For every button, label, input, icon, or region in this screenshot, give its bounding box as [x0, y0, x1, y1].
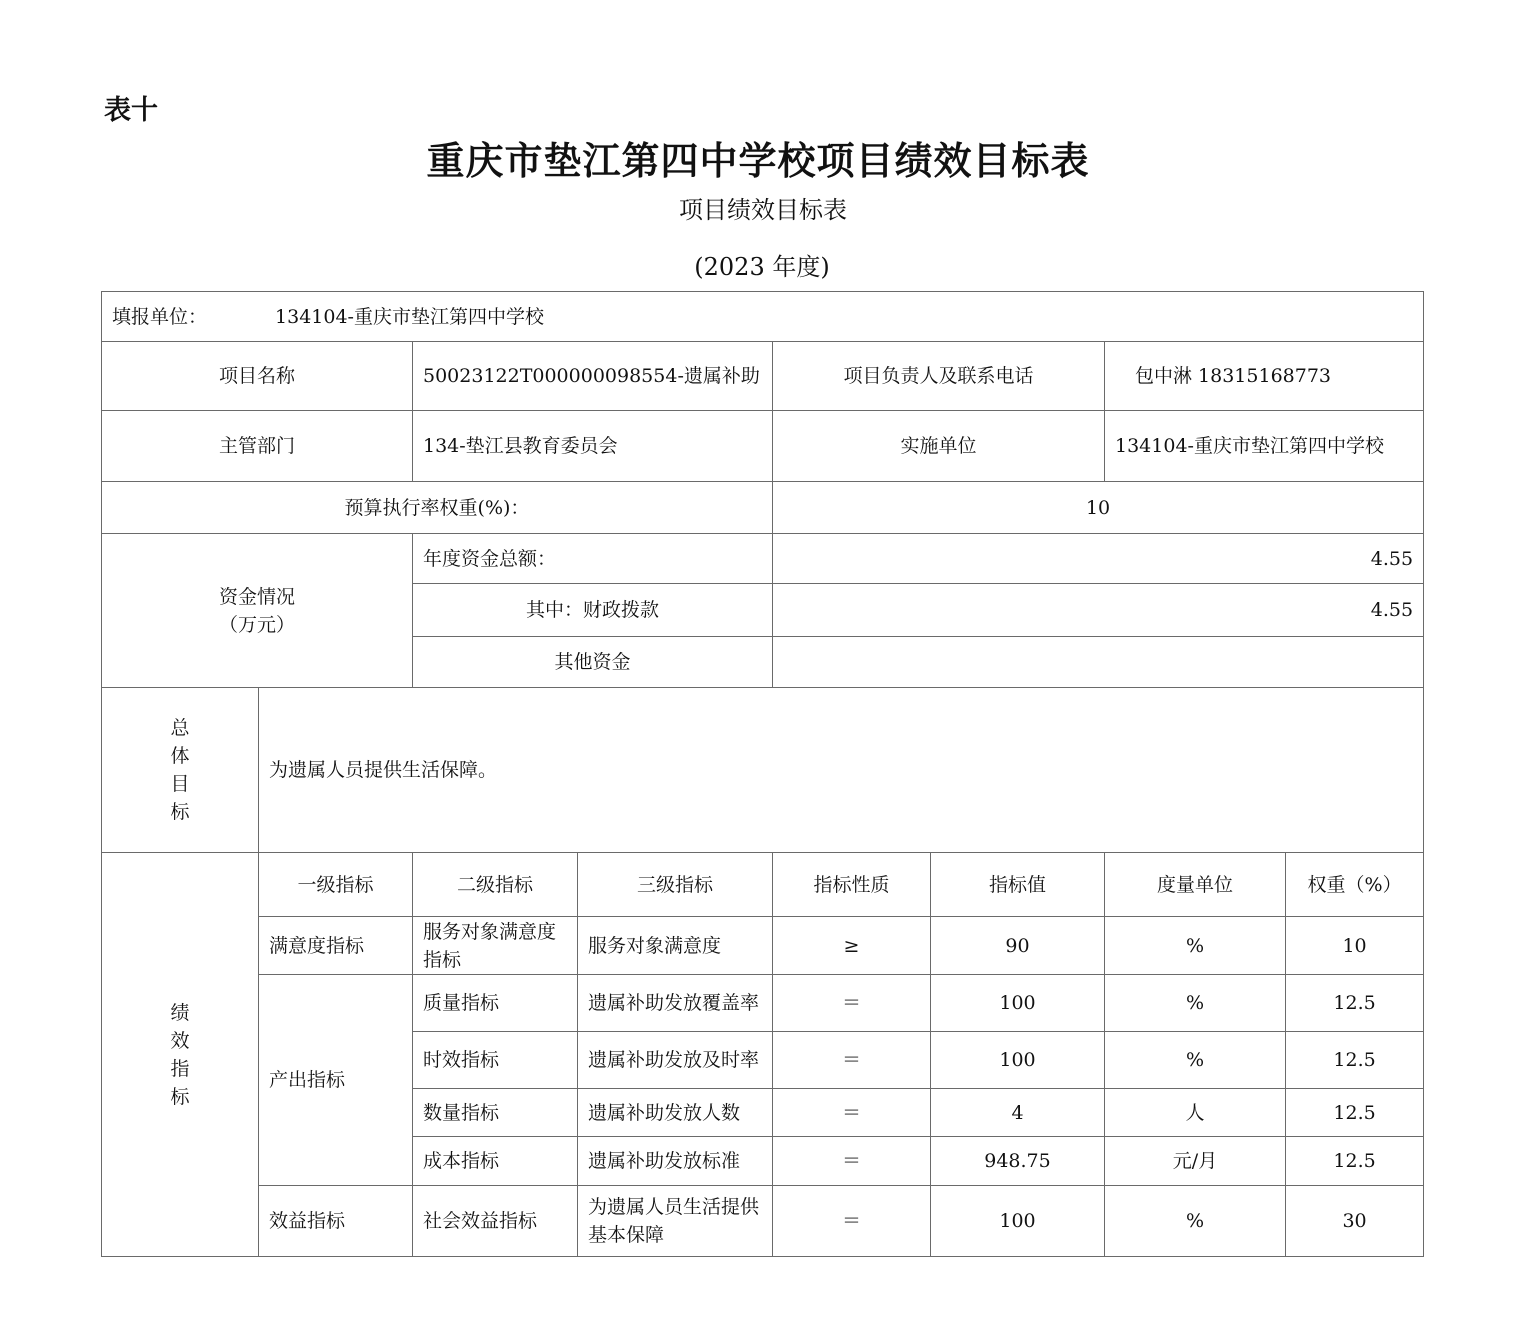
department-row	[102, 411, 1424, 482]
page-title: 重庆市垫江第四中学校项目绩效目标表	[426, 139, 1090, 183]
level2-cell: 服务对象满意度指标	[413, 917, 578, 975]
unit-cell	[102, 292, 1424, 342]
indicators-label	[102, 853, 259, 1257]
goal-row	[102, 688, 1424, 853]
performance-table	[101, 291, 1424, 1257]
unit-label: 填报单位：	[112, 305, 208, 328]
indicator-header-row	[102, 853, 1424, 917]
unit-value: 134104-重庆市垫江第四中学校	[275, 305, 544, 328]
unit-cell: %	[1105, 1032, 1286, 1089]
level1-benefit: 效益指标	[259, 1186, 413, 1257]
weight-cell: 12.5	[1286, 1137, 1424, 1186]
level3-cell: 遗属补助发放人数	[578, 1089, 773, 1137]
impl-label: 实施单位	[773, 411, 1105, 482]
value-cell: 100	[931, 1186, 1105, 1257]
funds-fiscal-value: 4.55	[773, 584, 1424, 637]
value-cell: 100	[931, 1032, 1105, 1089]
funds-other-value	[773, 637, 1424, 688]
unit-cell: %	[1105, 917, 1286, 975]
weight-cell: 12.5	[1286, 1032, 1424, 1089]
level2-cell: 时效指标	[413, 1032, 578, 1089]
weight-value: 10	[773, 482, 1424, 534]
weight-row	[102, 482, 1424, 534]
level3-cell: 遗属补助发放及时率	[578, 1032, 773, 1089]
funds-fiscal-label: 其中：财政拨款	[413, 584, 773, 637]
page-subtitle: 项目绩效目标表	[679, 196, 847, 224]
header-level3: 三级指标	[578, 853, 773, 917]
weight-cell: 10	[1286, 917, 1424, 975]
unit-cell: %	[1105, 975, 1286, 1032]
value-cell: 90	[931, 917, 1105, 975]
nature-cell: ＝	[773, 1186, 931, 1257]
header-unit: 度量单位	[1105, 853, 1286, 917]
project-name-value: 50023122T000000098554-遗属补助	[413, 342, 773, 411]
goal-label-char: 标	[170, 801, 190, 823]
project-row	[102, 342, 1424, 411]
weight-cell: 12.5	[1286, 1089, 1424, 1137]
dept-label: 主管部门	[102, 411, 413, 482]
nature-cell: ＝	[773, 1089, 931, 1137]
value-cell: 100	[931, 975, 1105, 1032]
funds-total-row	[102, 534, 1424, 584]
unit-row	[102, 292, 1424, 342]
nature-cell: ＝	[773, 1032, 931, 1089]
goal-text: 为遗属人员提供生活保障。	[259, 688, 1424, 853]
level2-cell: 数量指标	[413, 1089, 578, 1137]
level1-output: 产出指标	[259, 975, 413, 1186]
table-number: 表十	[104, 95, 158, 126]
nature-cell: ≥	[773, 917, 931, 975]
impl-value: 134104-重庆市垫江第四中学校	[1105, 411, 1424, 482]
indicators-label-char: 效	[170, 1029, 190, 1052]
funds-total-value: 4.55	[773, 534, 1424, 584]
funds-label	[102, 534, 413, 688]
level2-cell: 质量指标	[413, 975, 578, 1032]
level3-cell: 遗属补助发放标准	[578, 1137, 773, 1186]
level3-cell: 遗属补助发放覆盖率	[578, 975, 773, 1032]
table-row	[102, 917, 1424, 975]
unit-cell: 人	[1105, 1089, 1286, 1137]
weight-cell: 12.5	[1286, 975, 1424, 1032]
fiscal-year: (2023 年度)	[694, 253, 830, 281]
weight-cell: 30	[1286, 1186, 1424, 1257]
dept-value: 134-垫江县教育委员会	[413, 411, 773, 482]
header-level2: 二级指标	[413, 853, 578, 917]
contact-value: 包中淋 18315168773	[1105, 342, 1424, 411]
indicators-label-char: 标	[170, 1085, 190, 1108]
table-row	[102, 975, 1424, 1032]
funds-total-label: 年度资金总额：	[413, 534, 773, 584]
project-name-label: 项目名称	[102, 342, 413, 411]
table-row	[102, 1186, 1424, 1257]
funds-label-line2: （万元）	[218, 613, 295, 636]
level3-cell: 服务对象满意度	[578, 917, 773, 975]
header-nature: 指标性质	[773, 853, 931, 917]
level3-cell: 为遗属人员生活提供基本保障	[578, 1186, 773, 1257]
unit-cell: 元/月	[1105, 1137, 1286, 1186]
header-level1: 一级指标	[259, 853, 413, 917]
value-cell: 4	[931, 1089, 1105, 1137]
unit-cell: %	[1105, 1186, 1286, 1257]
funds-label-line1: 资金情况	[218, 585, 295, 608]
level1-satisfaction: 满意度指标	[259, 917, 413, 975]
goal-label-char: 目	[170, 773, 190, 795]
nature-cell: ＝	[773, 975, 931, 1032]
value-cell: 948.75	[931, 1137, 1105, 1186]
header-weight: 权重（%）	[1286, 853, 1424, 917]
weight-label: 预算执行率权重(%)：	[102, 482, 773, 534]
indicators-label-char: 绩	[170, 1001, 190, 1024]
goal-label-char: 体	[170, 745, 190, 767]
contact-label: 项目负责人及联系电话	[773, 342, 1105, 411]
nature-cell: ＝	[773, 1137, 931, 1186]
goal-label-char: 总	[170, 717, 190, 739]
funds-other-label: 其他资金	[413, 637, 773, 688]
header-value: 指标值	[931, 853, 1105, 917]
level2-cell: 社会效益指标	[413, 1186, 578, 1257]
goal-label	[102, 688, 259, 853]
indicators-label-char: 指	[170, 1057, 190, 1080]
level2-cell: 成本指标	[413, 1137, 578, 1186]
